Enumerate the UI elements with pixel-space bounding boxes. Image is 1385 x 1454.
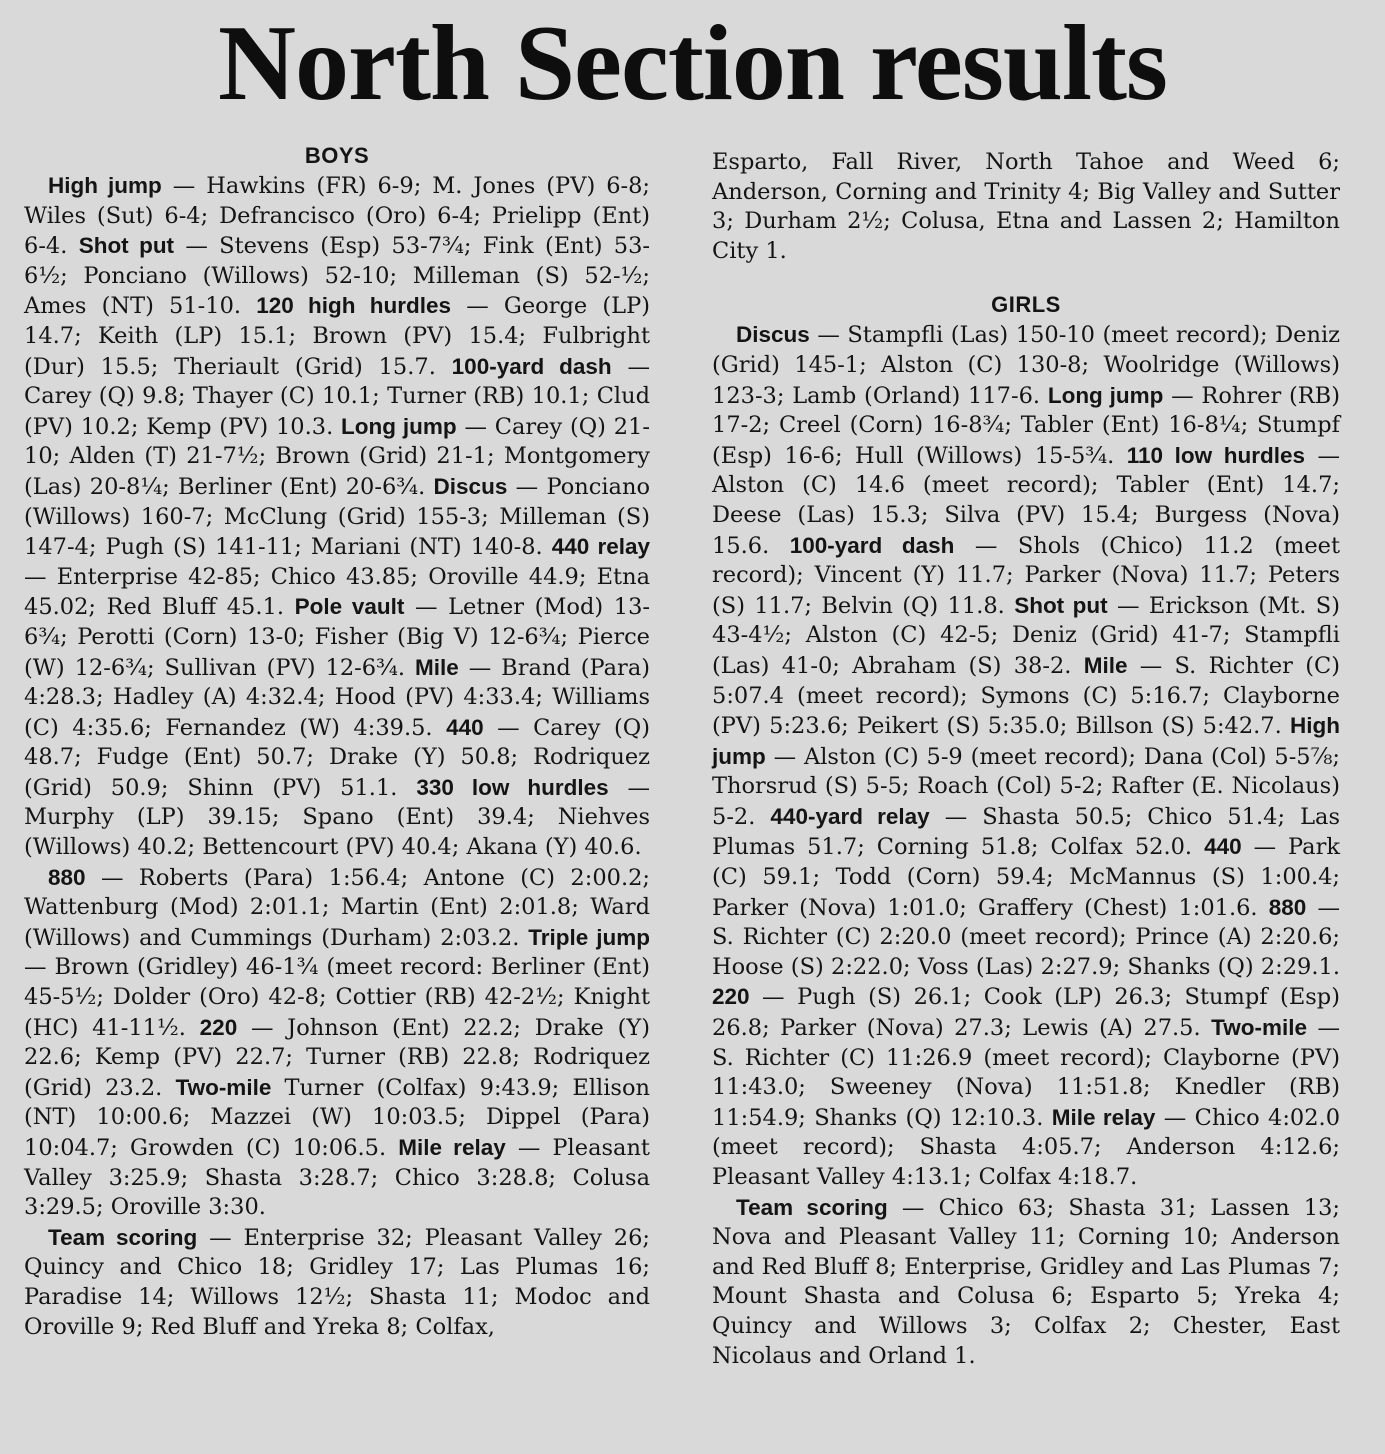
event-results: — S. Richter (C) 11:26.9 (meet record); Clayborne (PV) 11:43.0; Sweeney (Nova) 11:51.8; Knedler (RB) 11:54.9; Shanks (Q) 12:10.3.: [712, 1015, 1341, 1131]
event-results: — Carey (Q) 48.7; Fudge (Ent) 50.7; Drake (Y) 50.8; Rodriquez (Grid) 50.9; Shinn (PV) 51.1.: [24, 714, 650, 801]
event-results: — Rohrer (RB) 17-2; Creel (Corn) 16-8³⁄₄; Tabler (Ent) 16-8¹⁄₄; Stumpf (Esp) 16-6; Hull (Willows) 15-5³⁄₄.: [712, 382, 1340, 469]
event-name: Triple jump: [528, 924, 651, 950]
event-results: — Enterprise 42-85; Chico 43.85; Oroville 44.9; Etna 45.02; Red Bluff 45.1.: [24, 563, 650, 621]
event-name: Mile relay: [398, 1135, 506, 1160]
boys-results-paragraph: [24, 171, 650, 863]
headline: North Section results: [218, 4, 1167, 123]
event-results: — Shols (Chico) 11.2 (meet record); Vincent (Y) 11.7; Parker (Nova) 11.7; Peters (S) 11.7; Belvin (Q) 11.8.: [712, 532, 1340, 619]
event-results: — Roberts (Para) 1:56.4; Antone (C) 2:00.2; Wattenburg (Mod) 2:01.1; Martin (Ent) 2:01.8; Ward (Willows) and Cummings (Durham) 2:03.2.: [24, 864, 650, 951]
event-name: Shot put: [1014, 592, 1108, 618]
event-results: — S. Richter (C) 2:20.0 (meet record); Prince (A) 2:20.6; Hoose (S) 2:22.0; Voss (Las) 2:27.9; Shanks (Q) 2:29.1.: [712, 894, 1340, 980]
event-name: Discus: [736, 322, 810, 348]
event-results: — Brown (Gridley) 46-1³⁄₄ (meet record: Berliner (Ent) 45-5¹⁄₂; Dolder (Oro) 42-8; Cottier (RB) 42-2¹⁄₂; Knight (HC) 41-11¹⁄₂.: [24, 954, 650, 1041]
event-results: Turner (Colfax) 9:43.9; Ellison (NT) 10:00.6; Mazzei (W) 10:03.5; Dippel (Para) 10:04.7; Growden (C) 10:06.5.: [24, 1074, 650, 1161]
boys-team-scoring-paragraph: [24, 1223, 650, 1342]
right-column: [712, 148, 1340, 1371]
event-results: — Stampfli (Las) 150-10 (meet record); Deniz (Grid) 145-1; Alston (C) 130-8; Woolridge (Willows) 123-3; Lamb (Orland) 117-6.: [712, 322, 1340, 409]
event-results: — Hawkins (FR) 6-9; M. Jones (PV) 6-8; Wiles (Sut) 6-4; Defrancisco (Oro) 6-4; Prielipp (Ent) 6-4.: [24, 173, 651, 260]
event-name: Team scoring: [736, 1194, 888, 1220]
event-results: — Johnson (Ent) 22.2; Drake (Y) 22.6; Kemp (PV) 22.7; Turner (RB) 22.8; Rodriquez (Grid) 23.2.: [24, 1014, 650, 1101]
event-name: Long jump: [341, 413, 457, 439]
event-name: 440 relay: [551, 534, 650, 560]
boys-heading: BOYS: [304, 143, 370, 168]
girls-results-paragraph: [712, 320, 1340, 1192]
event-name: Discus: [433, 473, 508, 499]
event-results: — Chico 4:02.0 (meet record); Shasta 4:05.7; Anderson 4:12.6; Pleasant Valley 4:13.1; Colfax 4:18.7.: [712, 1104, 1341, 1190]
event-results: — Shasta 50.5; Chico 51.4; Las Plumas 51.7; Corning 51.8; Colfax 52.0.: [712, 803, 1341, 861]
event-name: Team scoring: [48, 1224, 198, 1250]
event-results: — Park (C) 59.1; Todd (Corn) 59.4; McMannus (S) 1:00.4; Parker (Nova) 1:01.0; Graffery (Chest) 1:01.6.: [712, 834, 1340, 921]
event-name: 880: [48, 864, 86, 890]
event-name: Mile relay: [1051, 1104, 1156, 1130]
event-results: — S. Richter (C) 5:07.4 (meet record); Symons (C) 5:16.7; Clayborne (PV) 5:23.6; Peikert (S) 5:35.0; Billson (S) 5:42.7.: [712, 652, 1340, 740]
event-results: — Letner (Mod) 13-6³⁄₄; Perotti (Corn) 13-0; Fisher (Big V) 12-6³⁄₄; Pierce (W) 12-6³⁄₄; Sullivan (PV) 12-6³⁄₄.: [24, 594, 651, 681]
left-column: [24, 141, 650, 1342]
boys-results-paragraph: [24, 863, 650, 1223]
event-results: — Pugh (S) 26.1; Cook (LP) 26.3; Stumpf (Esp) 26.8; Parker (Nova) 27.3; Lewis (A) 27.5.: [712, 984, 1340, 1042]
event-name: 440: [446, 714, 484, 740]
event-results: — Brand (Para) 4:28.3; Hadley (A) 4:32.4; Hood (PV) 4:33.4; Williams (C) 4:35.6; Fernandez (W) 4:39.5.: [24, 654, 651, 741]
event-name: Two-mile: [1211, 1015, 1307, 1041]
event-name: 100-yard dash: [451, 353, 612, 379]
event-name: 100-yard dash: [789, 532, 955, 558]
event-name: Long jump: [1047, 382, 1164, 408]
event-name: 330 low hurdles: [416, 774, 609, 800]
event-results: — Chico 63; Shasta 31; Lassen 13; Nova and Pleasant Valley 11; Corning 10; Anderson and Red Bluff 8; Enterprise, Gridley and Las Plumas 7; Mount Shasta and Colusa 6; Esparto 5; Yreka 4; Quincy and Willows 3; Colfax 2; Chester, East Nicolaus and Orland 1.: [712, 1194, 1341, 1369]
boys-team-scoring-continued: Esparto, Fall River, North Tahoe and Weed 6; Anderson, Corning and Trinity 4; Big Valley and Sutter 3; Durham 2¹⁄₂; Colusa, Etna and Lassen 2; Hamilton City 1.: [712, 149, 1340, 264]
event-results: — Enterprise 32; Pleasant Valley 26; Quincy and Chico 18; Gridley 17; Las Plumas 16; Paradise 14; Willows 12¹⁄₂; Shasta 11; Modoc and Oroville 9; Red Bluff and Yreka 8; Colfax,: [24, 1224, 651, 1340]
event-results: — Pleasant Valley 3:25.9; Shasta 3:28.7; Chico 3:28.8; Colusa 3:29.5; Oroville 3:30.: [24, 1135, 650, 1221]
event-results: — Murphy (LP) 39.15; Spano (Ent) 39.4; Niehves (Willows) 40.2; Bettencourt (PV) 40.4; Akana (Y) 40.6.: [24, 774, 651, 861]
event-name: Two-mile: [175, 1074, 272, 1100]
event-results: — Carey (Q) 9.8; Thayer (C) 10.1; Turner (RB) 10.1; Clud (PV) 10.2; Kemp (PV) 10.3.: [24, 353, 650, 440]
event-name: 440: [1204, 834, 1242, 860]
event-name: Shot put: [78, 233, 175, 259]
event-results: — Alston (C) 5-9 (meet record); Dana (Col) 5-5⁷⁄₈; Thorsrud (S) 5-5; Roach (Col) 5-2; Rafter (E. Nicolaus) 5-2.: [712, 743, 1340, 830]
event-name: High jump: [712, 713, 1340, 769]
event-name: Pole vault: [294, 594, 405, 620]
event-results: — Stevens (Esp) 53-7³⁄₄; Fink (Ent) 53-6¹⁄₂; Ponciano (Willows) 52-10; Milleman (S) 52-¹⁄₂; Ames (NT) 51-10.: [24, 233, 650, 320]
event-name: 120 high hurdles: [256, 293, 452, 319]
event-results: — Ponciano (Willows) 160-7; McClung (Grid) 155-3; Milleman (S) 147-4; Pugh (S) 141-11; Mariani (NT) 140-8.: [24, 473, 650, 561]
event-name: 220: [199, 1014, 238, 1040]
girls-heading: GIRLS: [991, 292, 1061, 318]
event-name: High jump: [48, 173, 162, 198]
event-name: Mile: [414, 654, 459, 680]
girls-team-scoring-paragraph: [712, 1193, 1340, 1372]
event-results: — Alston (C) 14.6 (meet record); Tabler (Ent) 14.7; Deese (Las) 15.3; Silva (PV) 15.4; Burgess (Nova) 15.6.: [712, 442, 1340, 559]
event-name: 220: [712, 984, 750, 1010]
event-name: 440-yard relay: [770, 803, 930, 829]
event-name: Mile: [1083, 652, 1128, 678]
event-results: — George (LP) 14.7; Keith (LP) 15.1; Brown (PV) 15.4; Fulbright (Dur) 15.5; Theriault (Grid) 15.7.: [24, 293, 650, 380]
event-results: — Erickson (Mt. S) 43-4¹⁄₂; Alston (C) 42-5; Deniz (Grid) 41-7; Stampfli (Las) 41-0; Abraham (S) 38-2.: [712, 592, 1340, 679]
event-results: — Carey (Q) 21-10; Alden (T) 21-7¹⁄₂; Brown (Grid) 21-1; Montgomery (Las) 20-8¹⁄₄; Berliner (Ent) 20-6³⁄₄.: [24, 413, 650, 500]
event-name: 880: [1268, 894, 1307, 920]
event-name: 110 low hurdles: [1126, 442, 1305, 468]
